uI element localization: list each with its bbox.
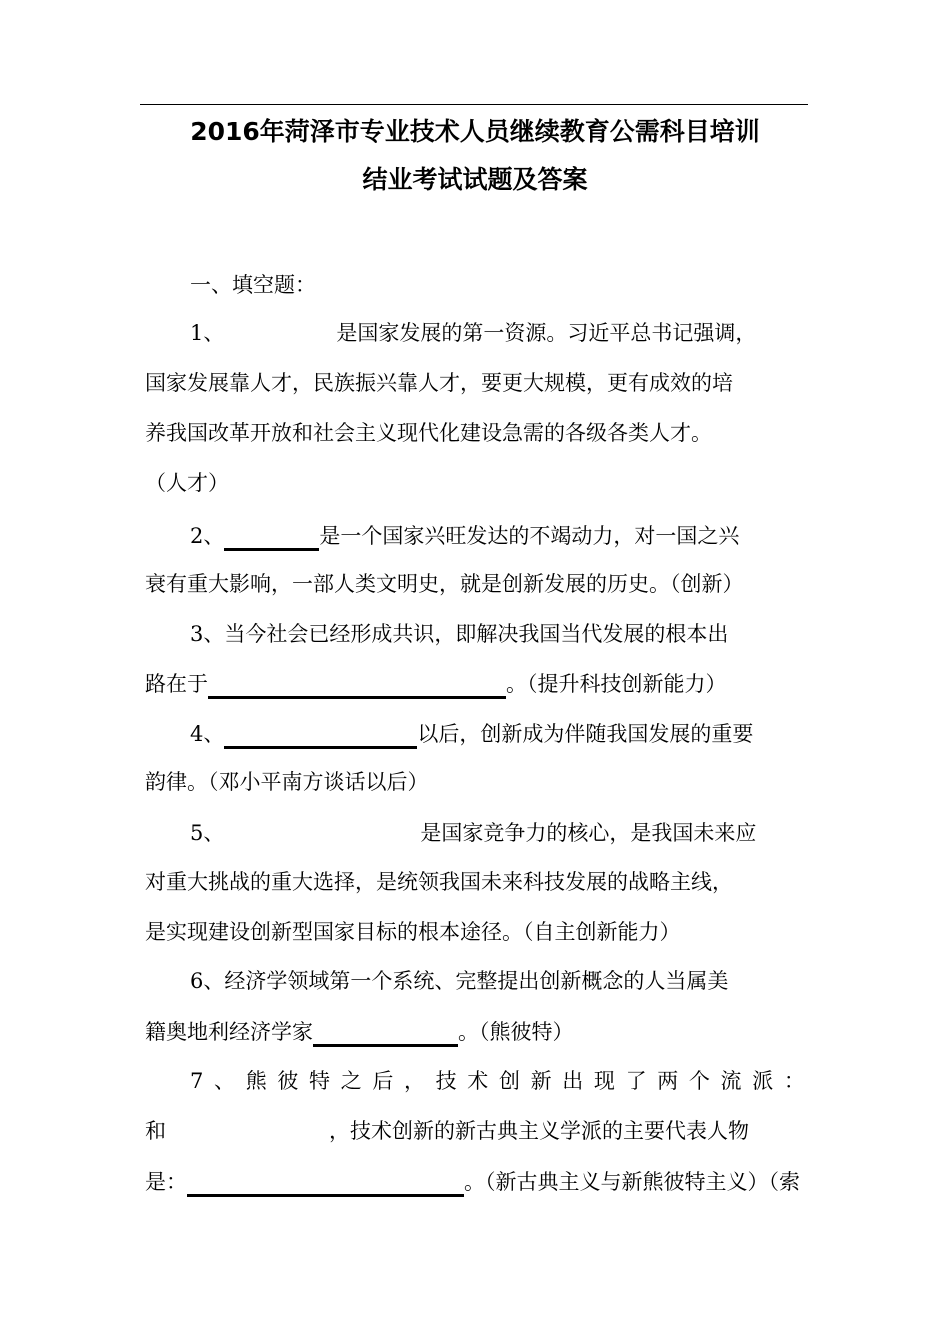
question-7-char: 彼 — [277, 1069, 299, 1093]
question-1-line-2: 国家发展靠人才，民族振兴靠人才，要更大规模，更有成效的培 — [145, 371, 733, 395]
question-1-line-3: 养我国改革开放和社会主义现代化建设急需的各级各类人才。 — [145, 421, 712, 445]
header-rule — [140, 104, 808, 105]
question-4-text-a: 以后，创新成为伴随我国发展的重要 — [417, 722, 754, 746]
question-7-char: 创 — [498, 1069, 520, 1093]
question-7-char: 个 — [688, 1069, 710, 1093]
question-7-char: 熊 — [245, 1069, 267, 1093]
document-title-line-1: 2016年菏泽市专业技术人员继续教育公需科目培训 — [190, 117, 760, 146]
question-1-number: 1、 — [190, 321, 225, 345]
question-2-line-1 — [190, 520, 739, 551]
question-6-line-2 — [145, 1016, 574, 1047]
question-3-line-1: 3、当今社会已经形成共识，即解决我国当代发展的根本出 — [190, 622, 729, 646]
question-5-blank — [224, 820, 420, 848]
section-heading: 一、填空题： — [190, 273, 316, 297]
question-2-line-2: 衰有重大影响，一部人类文明史，就是创新发展的历史。（创新） — [145, 572, 744, 596]
question-4-line-2: 韵律。（邓小平南方谈话以后） — [145, 770, 429, 794]
question-7-text-b-pre: 和 — [145, 1119, 166, 1143]
question-7-char: 流 — [720, 1069, 742, 1093]
question-5-text-a: 是国家竞争力的核心，是我国未来应 — [420, 821, 757, 845]
question-7-char: 术 — [467, 1069, 489, 1093]
question-7-char: 了 — [625, 1069, 647, 1093]
question-4-blank — [224, 718, 417, 749]
question-3-text-pre: 路在于 — [145, 672, 208, 696]
question-5-line-3: 是实现建设创新型国家目标的根本途径。（自主创新能力） — [145, 920, 681, 944]
question-7-text-b-post: ，技术创新的新古典主义学派的主要代表人物 — [329, 1119, 749, 1143]
question-2-number: 2、 — [190, 524, 225, 548]
question-7-char: 出 — [562, 1069, 584, 1093]
question-6-text-post: 。（熊彼特） — [458, 1020, 574, 1044]
question-3-blank — [208, 668, 506, 699]
question-7-text-c-post: 。（新古典主义与新熊彼特主义）（索 — [464, 1170, 800, 1194]
question-7-char: 特 — [309, 1069, 330, 1093]
question-7-char: ： — [783, 1069, 805, 1093]
question-5-line-2: 对重大挑战的重大选择，是统领我国未来科技发展的战略主线， — [145, 870, 733, 894]
question-2-blank — [224, 520, 319, 551]
question-7-char: 7 — [190, 1069, 204, 1093]
question-1-blank — [224, 320, 336, 348]
question-1-answer: （人才） — [145, 471, 229, 495]
question-3-text-post: 。（提升科技创新能力） — [506, 672, 727, 696]
question-7-char: ， — [403, 1069, 425, 1093]
question-2-text-a: 是一个国家兴旺发达的不竭动力，对一国之兴 — [319, 524, 740, 548]
question-7-char: 后 — [372, 1069, 394, 1093]
question-6-blank — [313, 1016, 458, 1047]
question-6-text-pre: 籍奥地利经济学家 — [145, 1020, 313, 1044]
question-7-char: 之 — [340, 1069, 362, 1093]
question-7-line-2 — [145, 1116, 749, 1146]
question-7-char: 、 — [214, 1069, 236, 1093]
question-7-blank-2 — [187, 1166, 464, 1197]
question-4-number: 4、 — [190, 722, 225, 746]
question-5-number: 5、 — [190, 821, 225, 845]
question-5-line-1 — [190, 818, 756, 848]
document-title-line-2: 结业考试试题及答案 — [362, 165, 588, 194]
question-7-line-1 — [190, 1066, 805, 1096]
question-7-blank-1 — [166, 1118, 329, 1146]
question-7-char: 派 — [752, 1069, 774, 1093]
question-1-text-a: 是国家发展的第一资源。习近平总书记强调， — [336, 321, 757, 345]
question-1-line-1 — [190, 318, 756, 348]
question-7-line-3 — [145, 1166, 800, 1197]
question-7-char: 新 — [530, 1069, 552, 1093]
question-3-line-2 — [145, 668, 727, 699]
question-7-char: 两 — [657, 1069, 679, 1093]
question-4-line-1 — [190, 718, 753, 749]
question-7-text-c-pre: 是： — [145, 1170, 187, 1194]
question-7-char: 技 — [435, 1069, 457, 1093]
question-7-char: 现 — [593, 1069, 615, 1093]
question-6-line-1: 6、经济学领域第一个系统、完整提出创新概念的人当属美 — [190, 969, 729, 993]
